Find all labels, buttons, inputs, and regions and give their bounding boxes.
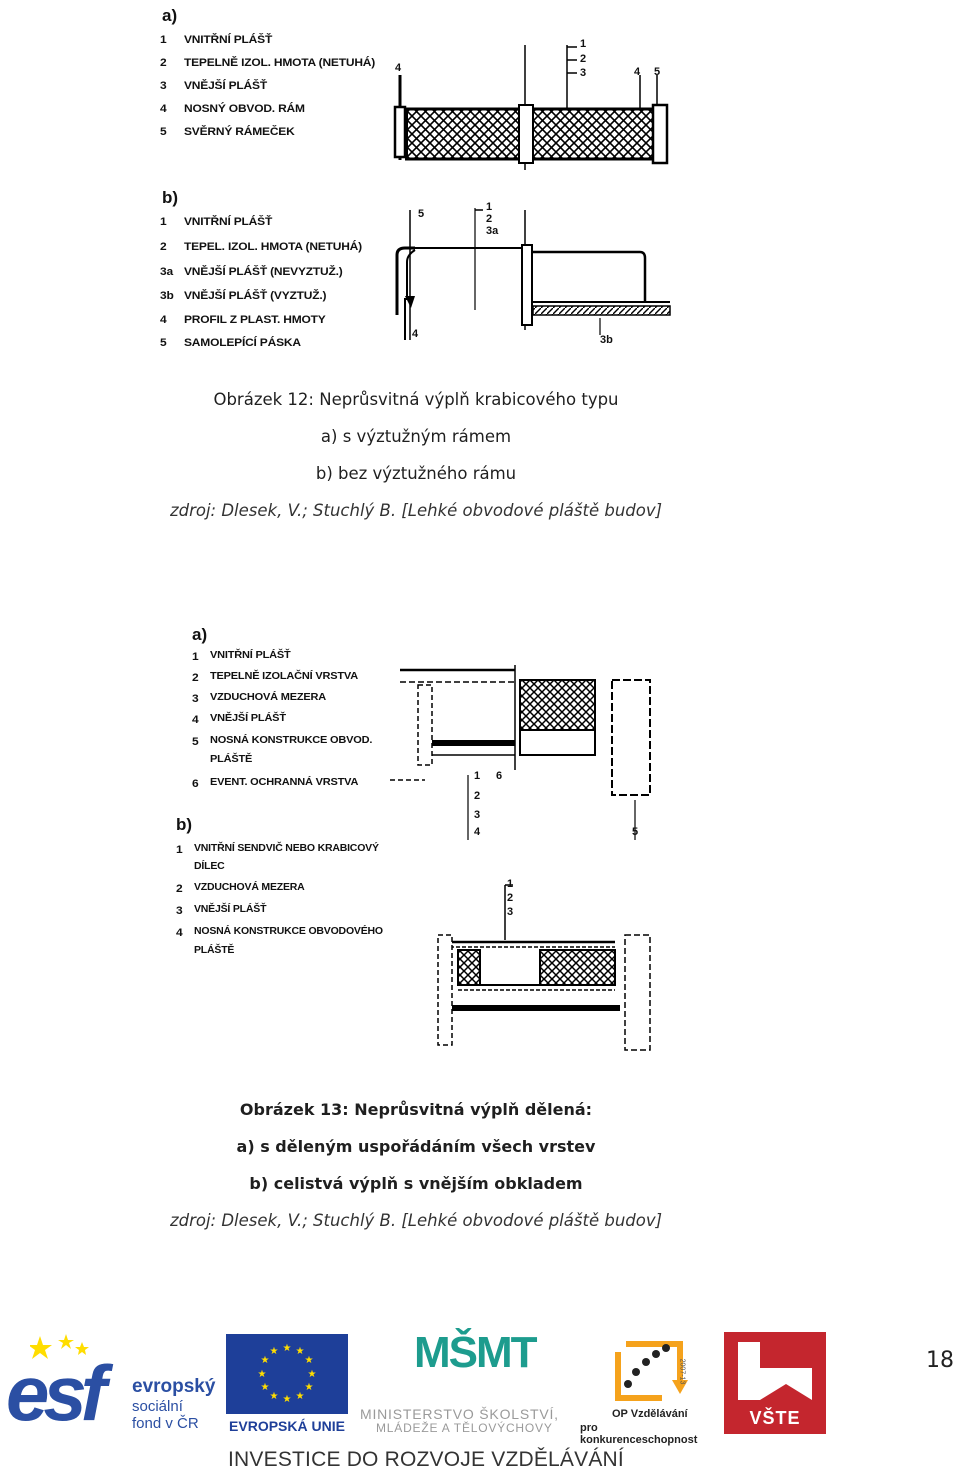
callout-4-right: 4 bbox=[634, 66, 641, 78]
legend-row: 6 bbox=[192, 776, 199, 790]
eu-label: EVROPSKÁ UNIE bbox=[229, 1418, 345, 1434]
legend-row: 3 bbox=[176, 903, 183, 917]
legend-row: 4 bbox=[160, 312, 167, 326]
svg-text:★: ★ bbox=[269, 1391, 279, 1402]
figure-12-caption-b: b) bez výztužného rámu bbox=[315, 464, 517, 483]
legend-row-text: TEPELNĚ IZOLAČNÍ VRSTVA bbox=[210, 670, 358, 682]
svg-text:★: ★ bbox=[307, 1369, 317, 1380]
legend-row-text: PROFIL Z PLAST. HMOTY bbox=[184, 312, 326, 326]
svg-text:★: ★ bbox=[295, 1346, 305, 1357]
legend-row-text: VNITŘNÍ PLÁŠŤ bbox=[184, 32, 273, 46]
legend-row: 3a bbox=[160, 264, 173, 278]
vste-label: VŠTE bbox=[749, 1408, 801, 1428]
legend-row-text: TEPELNĚ IZOL. HMOTA (NETUHÁ) bbox=[184, 55, 376, 69]
legend-row-text: VZDUCHOVÁ MEZERA bbox=[194, 881, 305, 893]
legend-row-text: EVENT. OCHRANNÁ VRSTVA bbox=[210, 776, 359, 788]
callout-4: 4 bbox=[474, 826, 481, 838]
svg-text:★: ★ bbox=[304, 1382, 314, 1393]
figure-13b-drawing bbox=[400, 875, 660, 1055]
legend-row: 3 bbox=[192, 691, 199, 705]
legend-row-text: DÍLEC bbox=[194, 860, 225, 872]
legend-row: 2 bbox=[160, 55, 167, 69]
legend-row: 1 bbox=[160, 32, 167, 46]
figure-12-caption-source: zdroj: Dlesek, V.; Stuchlý B. [Lehké obvodové pláště budov] bbox=[169, 501, 663, 520]
callout-5: 5 bbox=[418, 208, 425, 220]
eu-logo bbox=[226, 1334, 348, 1434]
callout-1: 1 bbox=[486, 201, 493, 213]
esf-line3: fond v ČR bbox=[132, 1415, 199, 1432]
esf-logo bbox=[6, 1330, 216, 1435]
op-line1: OP Vzdělávání bbox=[612, 1408, 688, 1420]
callout-5: 5 bbox=[632, 826, 639, 838]
svg-text:★: ★ bbox=[260, 1355, 270, 1366]
figure-12b-letter: b) bbox=[162, 188, 179, 207]
legend-row: 4 bbox=[192, 712, 199, 726]
legend-row: 5 bbox=[160, 124, 167, 138]
legend-row-text: VNĚJŠÍ PLÁŠŤ bbox=[194, 903, 267, 915]
legend-row-text: NOSNÁ KONSTRUKCE OBVOD. bbox=[210, 734, 373, 746]
msmt-line2: MLÁDEŽE A TĚLOVÝCHOVY bbox=[376, 1421, 553, 1435]
callout-1: 1 bbox=[580, 38, 587, 50]
legend-row-text: VZDUCHOVÁ MEZERA bbox=[210, 691, 326, 703]
legend-row: 2 bbox=[176, 881, 183, 895]
figure-12-caption-a: a) s výztužným rámem bbox=[320, 427, 512, 446]
figure-12 bbox=[150, 0, 690, 355]
legend-row: 2 bbox=[160, 239, 167, 253]
figure-12a-letter: a) bbox=[162, 6, 178, 25]
legend-row-text: VNĚJŠÍ PLÁŠŤ (NEVYZTUŽ.) bbox=[184, 264, 343, 278]
legend-row: 5 bbox=[160, 335, 167, 349]
op-line2: pro konkurenceschopnost bbox=[580, 1422, 698, 1446]
figure-12b-drawing bbox=[385, 200, 685, 350]
callout-1: 1 bbox=[474, 770, 481, 782]
legend-row-text: VNITŘNÍ SENDVIČ NEBO KRABICOVÝ bbox=[194, 842, 379, 854]
legend-row-text: SAMOLEPÍCÍ PÁSKA bbox=[184, 335, 301, 349]
legend-row-text: NOSNÝ OBVOD. RÁM bbox=[184, 101, 305, 115]
op-logo bbox=[578, 1330, 718, 1446]
legend-row-text: PLÁŠTĚ bbox=[210, 753, 253, 765]
figure-12a-drawing bbox=[385, 35, 685, 170]
figure-13-caption-title: Obrázek 13: Neprůsvitná výplň dělená: bbox=[239, 1100, 593, 1119]
legend-row: 4 bbox=[160, 101, 167, 115]
figure-12-caption-title: Obrázek 12: Neprůsvitná výplň krabicového typu bbox=[213, 390, 619, 409]
msmt-logo bbox=[358, 1330, 573, 1436]
callout-2: 2 bbox=[580, 53, 587, 65]
figure-13-caption-b: b) celistvá výplň s vnějším obkladem bbox=[249, 1174, 583, 1193]
page-number: 18 bbox=[926, 1348, 954, 1373]
callout-2: 2 bbox=[474, 790, 481, 802]
esf-letters: esf bbox=[6, 1349, 101, 1437]
callout-2: 2 bbox=[486, 213, 493, 225]
figure-13a-letter: a) bbox=[192, 625, 208, 644]
legend-row: 1 bbox=[192, 649, 199, 663]
legend-row-text: VNĚJŠÍ PLÁŠŤ bbox=[210, 712, 286, 724]
legend-row: 3 bbox=[160, 78, 167, 92]
figure-13-caption-source: zdroj: Dlesek, V.; Stuchlý B. [Lehké obvodové pláště budov] bbox=[169, 1211, 663, 1230]
svg-text:★: ★ bbox=[260, 1382, 270, 1393]
legend-row: 5 bbox=[192, 734, 199, 748]
callout-5-right: 5 bbox=[654, 66, 661, 78]
legend-row-text: NOSNÁ KONSTRUKCE OBVODOVÉHO bbox=[194, 925, 383, 937]
callout-3: 3 bbox=[507, 906, 514, 918]
svg-text:★: ★ bbox=[269, 1346, 279, 1357]
figure-13b-letter: b) bbox=[176, 815, 193, 834]
legend-row-text: SVĚRNÝ RÁMEČEK bbox=[184, 124, 295, 138]
svg-text:★: ★ bbox=[282, 1343, 292, 1354]
svg-text:★: ★ bbox=[295, 1391, 305, 1402]
legend-row: 1 bbox=[160, 214, 167, 228]
figure-13-caption-a: a) s děleným uspořádáním všech vrstev bbox=[236, 1137, 596, 1156]
svg-text:★: ★ bbox=[257, 1369, 267, 1380]
figure-13 bbox=[162, 615, 672, 1060]
callout-4: 4 bbox=[412, 328, 419, 340]
legend-row-text: VNITŘNÍ PLÁŠŤ bbox=[210, 649, 291, 661]
eu-flag-icon bbox=[226, 1334, 348, 1414]
callout-4-left: 4 bbox=[395, 62, 402, 74]
legend-row-text: VNĚJŠÍ PLÁŠŤ bbox=[184, 78, 267, 92]
callout-1: 1 bbox=[507, 878, 514, 890]
figure-13a-drawing bbox=[390, 660, 660, 840]
svg-text:★: ★ bbox=[304, 1355, 314, 1366]
footer bbox=[0, 1330, 960, 1472]
legend-row-text: PLÁŠTĚ bbox=[194, 944, 235, 956]
legend-row: 3b bbox=[160, 288, 174, 302]
legend-row-text: TEPEL. IZOL. HMOTA (NETUHÁ) bbox=[184, 239, 362, 253]
callout-3: 3 bbox=[474, 809, 481, 821]
svg-text:★: ★ bbox=[282, 1394, 292, 1405]
op-years: 2007-13 bbox=[678, 1358, 686, 1385]
msmt-line1: MINISTERSTVO ŠKOLSTVÍ, bbox=[360, 1406, 559, 1422]
callout-6: 6 bbox=[496, 770, 503, 782]
callout-3a: 3a bbox=[486, 225, 499, 237]
legend-row: 1 bbox=[176, 842, 183, 856]
legend-row-text: VNĚJŠÍ PLÁŠŤ (VYZTUŽ.) bbox=[184, 288, 327, 302]
footer-tagline: INVESTICE DO ROZVOJE VZDĚLÁVÁNÍ bbox=[228, 1448, 624, 1471]
callout-3: 3 bbox=[580, 67, 587, 79]
legend-row-text: VNITŘNÍ PLÁŠŤ bbox=[184, 214, 273, 228]
callout-2: 2 bbox=[507, 892, 514, 904]
esf-line1: evropský bbox=[132, 1376, 216, 1397]
msmt-letters: MŠMT bbox=[414, 1328, 536, 1377]
vste-logo bbox=[724, 1332, 826, 1434]
legend-row: 4 bbox=[176, 925, 183, 939]
callout-3b: 3b bbox=[600, 334, 613, 346]
legend-row: 2 bbox=[192, 670, 199, 684]
esf-line2: sociální bbox=[132, 1398, 183, 1415]
